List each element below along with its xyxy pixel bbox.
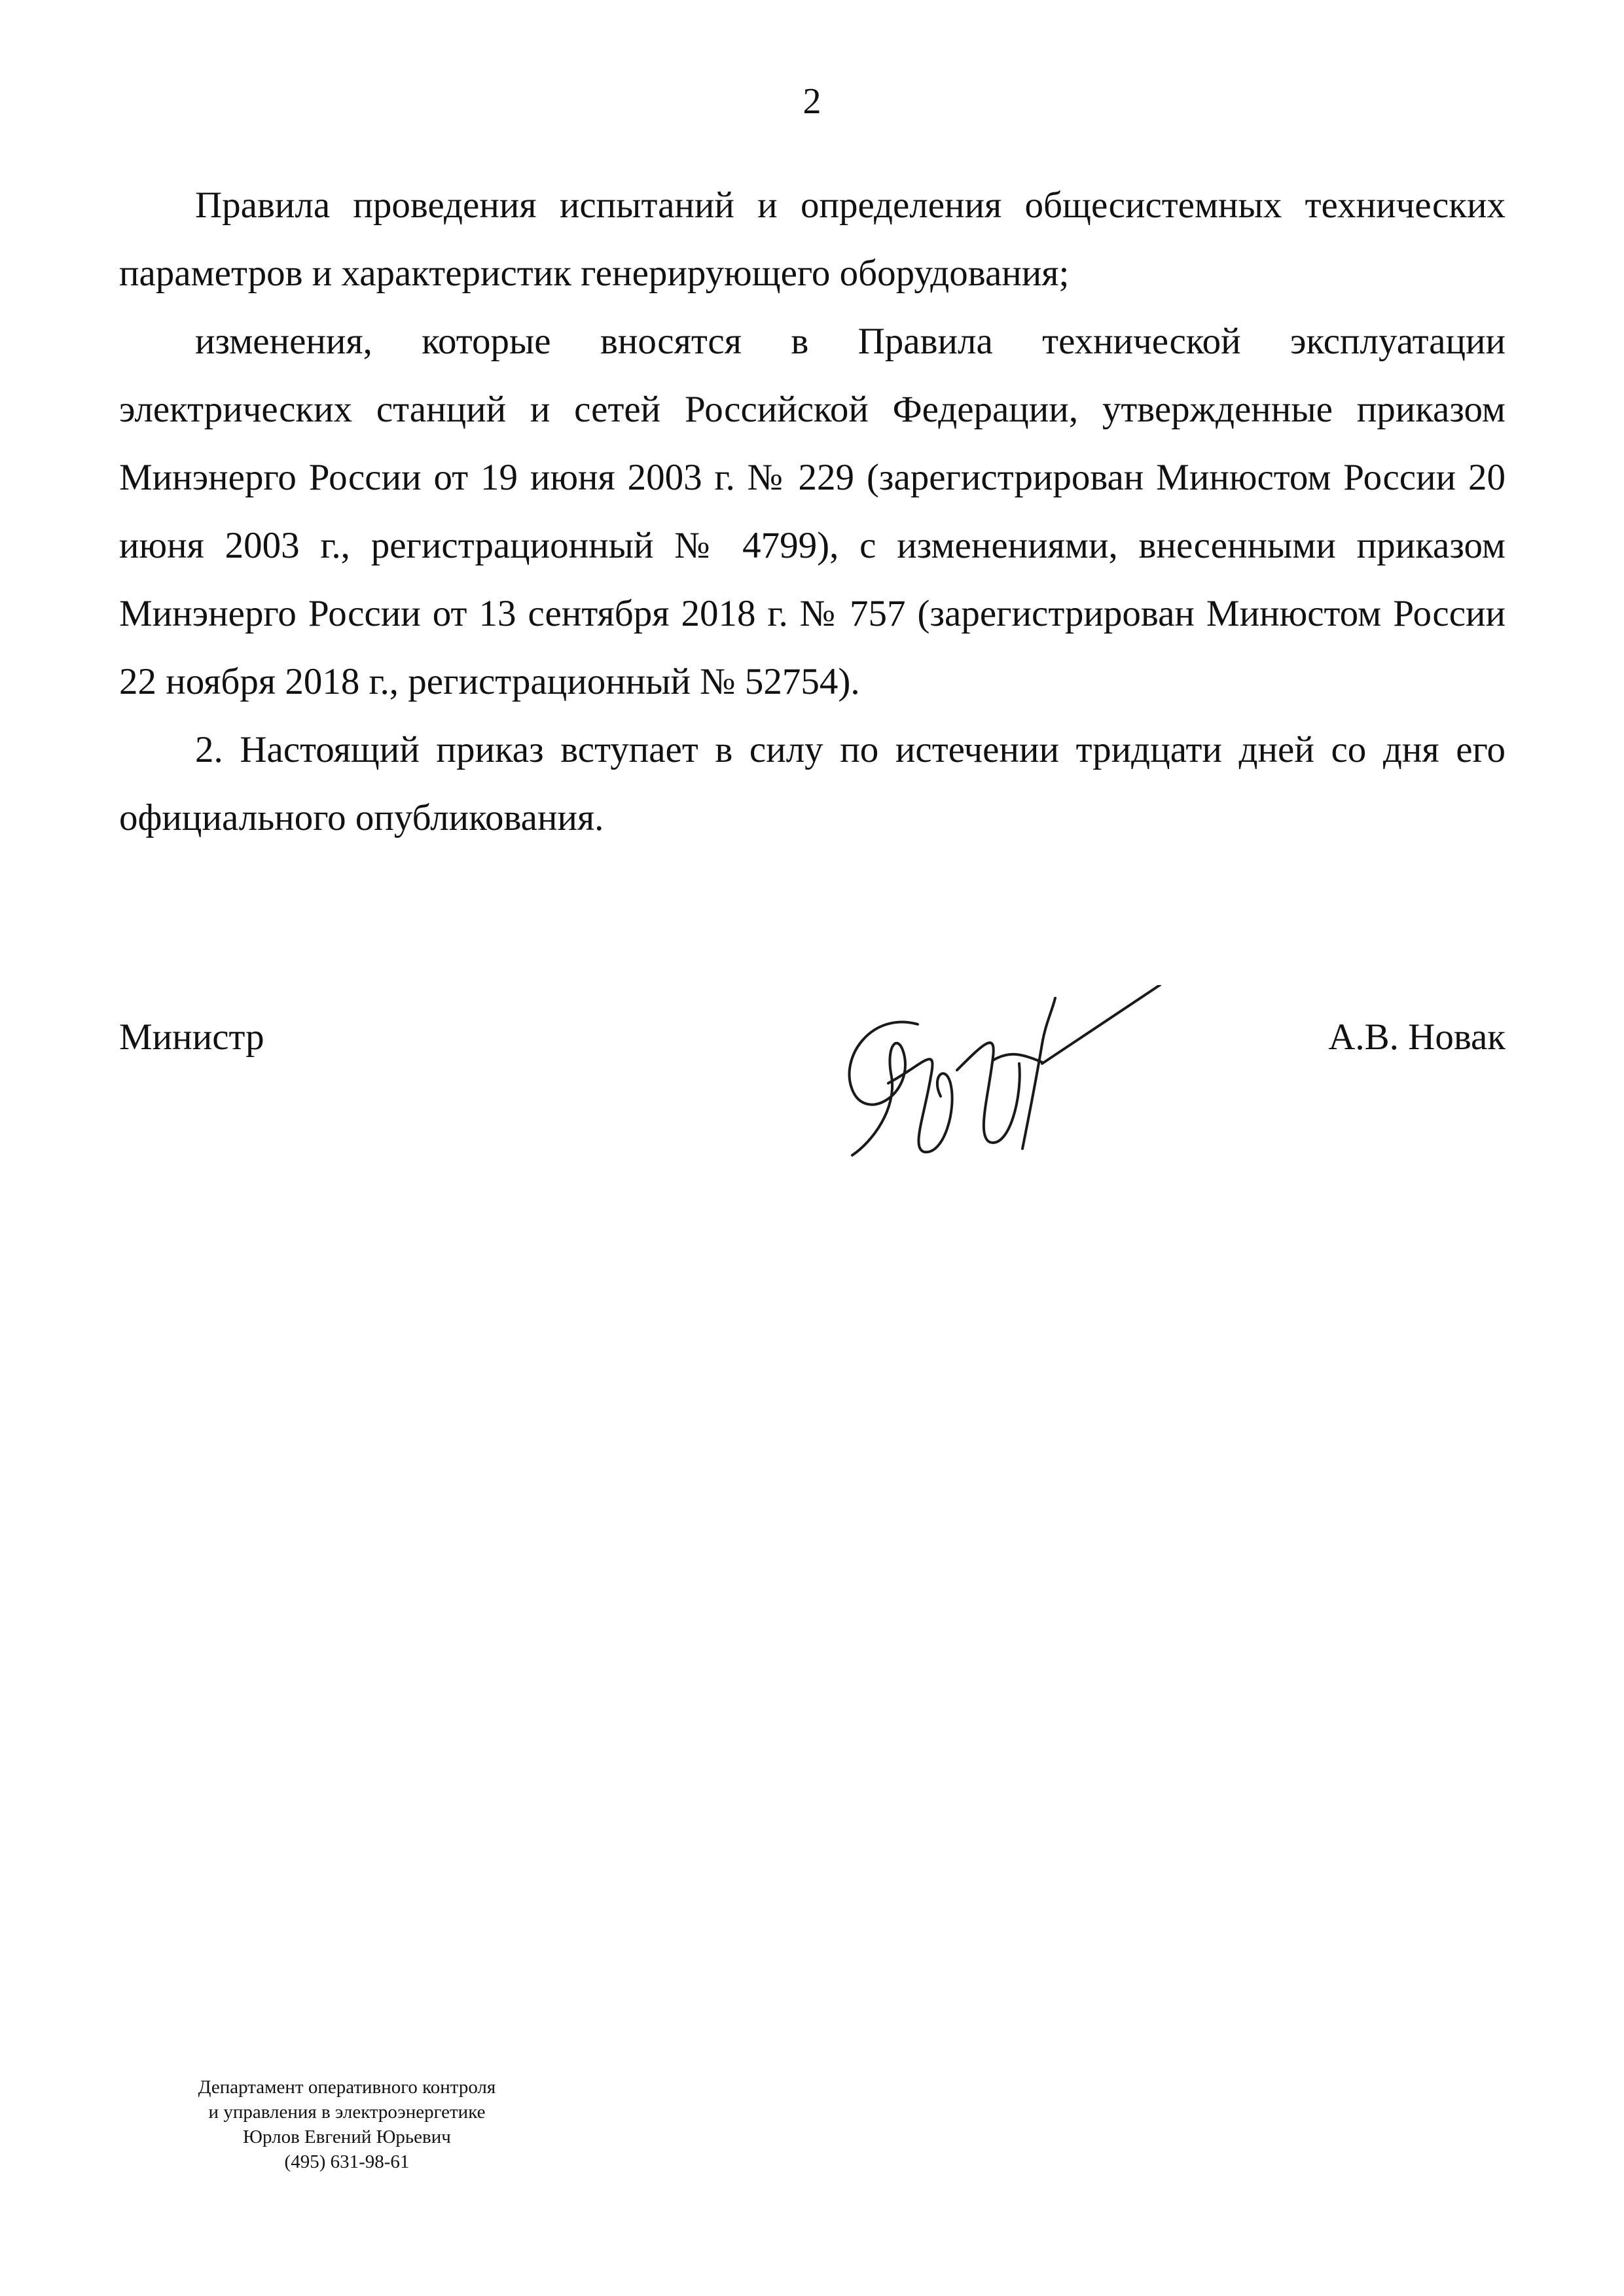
- signatory-title: Министр: [119, 1016, 264, 1058]
- executor-info: [157, 2075, 537, 2174]
- handwritten-signature: [826, 985, 1193, 1168]
- paragraph-effective-date: 2. Настоящий приказ вступает в силу по истечении тридцати дней со дня его официального опубликования.: [119, 729, 1506, 838]
- paragraph-amendments: изменения, которые вносятся в Правила технической эксплуатации электрических станций и сетей Российской Федерации, утвержденные приказом Минэнерго России от 19 июня 2003 г. № 229 (зарегистрирован Минюстом России 20 июня 2003 г., регистрационный № 4799), с изменениями, внесенными приказом Минэнерго России от 13 сентября 2018 г. № 757 (зарегистрирован Минюстом России 22 ноября 2018 г., регистрационный № 52754).: [119, 321, 1506, 702]
- body-text: [119, 171, 1506, 852]
- signatory-name: А.В. Новак: [1328, 1016, 1506, 1058]
- executor-name: Юрлов Евгений Юрьевич: [243, 2126, 451, 2147]
- signature-block: [119, 985, 1506, 1181]
- department-line-2: и управления в электроэнергетике: [208, 2102, 486, 2123]
- executor-phone: (495) 631-98-61: [284, 2151, 410, 2172]
- paragraph-rules: Правила проведения испытаний и определения общесистемных технических параметров и характеристик генерирующего оборудования;: [119, 185, 1506, 294]
- department-line-1: Департамент оперативного контроля: [198, 2077, 496, 2098]
- page-number: 2: [803, 81, 821, 122]
